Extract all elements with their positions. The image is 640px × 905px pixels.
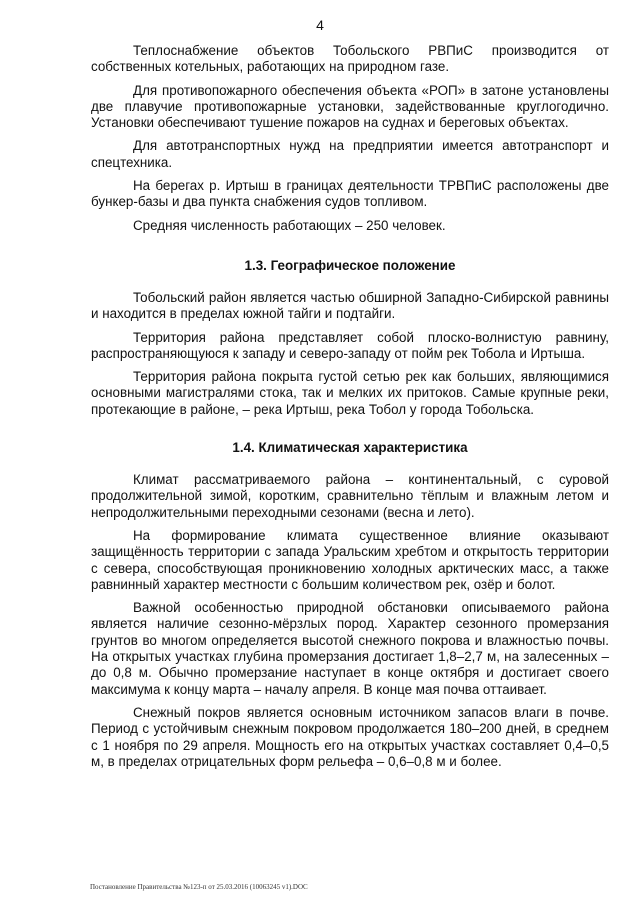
paragraph-climate-1: Климат рассматриваемого района – континентальный, с суровой продолжительной зимой, коротким, сравнительно тёплым и влажным летом и непродолжительными переходными сезонами (весна и лето).: [91, 472, 609, 520]
paragraph-geography-3: Территория района покрыта густой сетью рек как больших, являющимися основными магистралями стока, так и мелких их притоков. Самые крупные реки, протекающие в районе, – река Иртыш, река Тобол у города Тобольска.: [91, 369, 609, 417]
paragraph-geography-2: Территория района представляет собой плоско-волнистую равнину, распространяющуюся к западу и северо-западу от пойм рек Тобола и Иртыша.: [91, 329, 609, 361]
paragraph-climate-3: Важной особенностью природной обстановки описываемого района является наличие сезонно-мёрзлых пород. Характер сезонного промерзания грунтов во многом определяется высотой снежного покрова и влажностью почвы. На открытых участках глубина промерзания достигает 1,8–2,7 м, на залесенных – до 0,8 м. Обычно промерзание наступает в конце октября и достигает своего максимума к концу марта – началу апреля. В конце мая почва оттаивает.: [91, 600, 609, 697]
section-heading-geography: 1.3. Географическое положение: [244, 257, 456, 273]
paragraph-headcount: Средняя численность работающих – 250 человек.: [133, 217, 446, 233]
page-number: 4: [316, 17, 324, 33]
paragraph-bunker-bases: На берегах р. Иртыш в границах деятельности ТРВПиС расположены две бункер-базы и два пункта снабжения судов топливом.: [91, 178, 609, 210]
paragraph-fire-protection: Для противопожарного обеспечения объекта «РОП» в затоне установлены две плавучие противопожарные установки, задействованные круглогодично. Установки обеспечивают тушение пожаров на суднах и береговых объектах.: [91, 82, 609, 131]
paragraph-heat-supply: Теплоснабжение объектов Тобольского РВПиС производится от собственных котельных, работающих на природном газе.: [91, 43, 609, 75]
paragraph-geography-1: Тобольский район является частью обширной Западно-Сибирской равнины и находится в пределах южной тайги и подтайги.: [91, 289, 609, 322]
section-heading-climate: 1.4. Климатическая характеристика: [232, 440, 468, 456]
document-body: [91, 43, 609, 777]
paragraph-climate-4: Снежный покров является основным источником запасов влаги в почве. Период с устойчивым снежным покровом продолжается 180–200 дней, в среднем с 1 ноября по 29 апреля. Мощность его на открытых участках составляет 0,4–0,5 м, в пределах отрицательных форм рельефа – 0,6–0,8 м и более.: [91, 704, 609, 769]
paragraph-climate-2: На формирование климата существенное влияние оказывают защищённость территории с запада Уральским хребтом и открытость территории с севера, способствующая проникновению холодных арктических масс, а также равнинный характер местности с большим количеством рек, озёр и болот.: [91, 527, 609, 592]
document-footer: Постановление Правительства №123-п от 25.03.2016 (10063245 v1).DOC: [90, 883, 308, 891]
paragraph-vehicles: Для автотранспортных нужд на предприятии имеется автотранспорт и спецтехника.: [91, 138, 609, 170]
